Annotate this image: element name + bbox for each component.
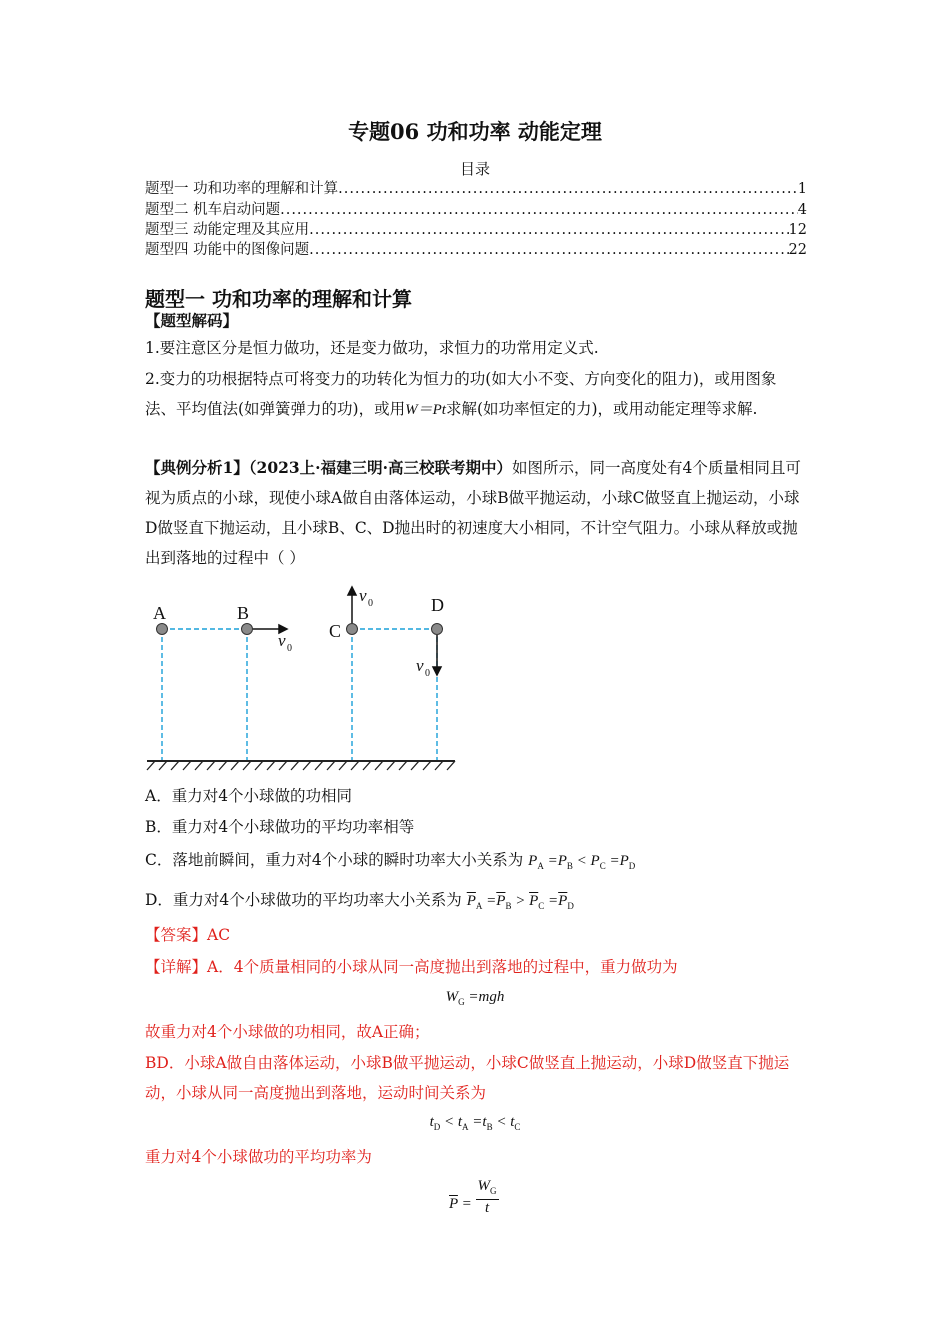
- point-2-formula: W＝Pt: [405, 402, 446, 418]
- option-d-text: D．重力对4个小球做功的平均功率大小关系为: [145, 891, 462, 909]
- v0-c-sub: 0: [368, 598, 373, 609]
- detail-4: 重力对4个小球做功的平均功率为: [145, 1148, 372, 1166]
- label-b: B: [237, 603, 250, 623]
- projectile-figure: [145, 582, 465, 774]
- decode-label: 【题型解码】: [145, 311, 239, 330]
- formula-work: $W_G =mgh$: [445, 989, 505, 1007]
- formula-time: $t_D < t_A =t_B < t_C$: [429, 1114, 521, 1132]
- point-1: 1.要注意区分是恒力做功，还是变力做功，求恒力的功常用定义式.: [145, 339, 599, 357]
- ball-c: [347, 624, 358, 635]
- toc-entry[interactable]: [145, 198, 807, 219]
- toc-leader: [280, 202, 798, 218]
- v0-d-sub: 0: [425, 668, 430, 679]
- toc-page: 12: [788, 222, 807, 238]
- v0-c: v: [359, 586, 367, 605]
- toc-leader: [309, 242, 788, 258]
- option-c: [145, 848, 635, 871]
- arrowhead-c: [348, 587, 356, 595]
- option-c-formula: $P_A =P_B < P_C =P_D$: [528, 853, 636, 871]
- detail-1-text: A．4个质量相同的小球从同一高度抛出到落地的过程中，重力做功为: [207, 958, 678, 976]
- point-2-text-a: 2.变力的功根据特点可将变力的功转化为恒力的功(如大小不变、方向变化的阻力)，或用图象法、平均值法(如弹簧弹力的功)，或用: [145, 370, 777, 418]
- detail-1: [145, 952, 805, 982]
- toc-label: 题型四 功能中的图像问题: [145, 242, 310, 258]
- page-title: 专题06 功和功率 动能定理: [348, 119, 602, 144]
- v0-b-sub: 0: [287, 643, 292, 654]
- answer: 【答案】AC: [145, 926, 231, 944]
- toc-entry[interactable]: [145, 238, 807, 259]
- detail-label: 【详解】: [145, 958, 208, 976]
- point-2: [145, 364, 805, 425]
- toc-heading: 目录: [459, 160, 490, 178]
- option-b: B．重力对4个小球做功的平均功率相等: [145, 818, 415, 836]
- detail-2: 故重力对4个小球做的功相同，故A正确；: [145, 1023, 430, 1041]
- option-d-formula: $\overline{P}_A =\overline{P}_B > \overline{P}_C =\overline{P}_D$: [466, 893, 574, 911]
- option-d: [145, 888, 574, 911]
- toc-label: 题型三 动能定理及其应用: [145, 222, 310, 238]
- toc-page: 1: [797, 181, 807, 197]
- toc-page: 22: [788, 242, 807, 258]
- example-text: 如图所示，同一高度处有4个质量相同且可视为质点的小球，现使小球A做自由落体运动，小球B做平抛运动，小球C做竖直上抛运动，小球D做竖直下抛运动，且小球B、C、D抛出时的初速度大小相同，不计空气阻力。小球从释放或抛出到落地的过程中（ ）: [145, 459, 801, 567]
- example-label: 【典例分析1】（2023上·福建三明·高三校联考期中）: [145, 458, 512, 477]
- toc-leader: [309, 222, 788, 238]
- formula-average-power: $\overline{P}$ = $\frac{W_G}{t}$: [449, 1178, 497, 1216]
- toc-label: 题型二 机车启动问题: [145, 202, 281, 218]
- v0-b: v: [278, 631, 286, 650]
- arrowhead-d: [433, 667, 441, 675]
- toc-leader: [338, 181, 798, 197]
- label-d: D: [431, 595, 444, 615]
- toc-entry[interactable]: [145, 177, 807, 198]
- label-a: A: [153, 603, 166, 623]
- point-2-text-b: 求解(如功率恒定的力)，或用动能定理等求解.: [445, 400, 758, 418]
- guide-lines: [162, 629, 437, 760]
- ball-a: [157, 624, 168, 635]
- ball-b: [242, 624, 253, 635]
- toc-page: 4: [797, 202, 807, 218]
- detail-3: BD．小球A做自由落体运动，小球B做平抛运动，小球C做竖直上抛运动，小球D做竖直下抛运动，小球从同一高度抛出到落地，运动时间关系为: [145, 1054, 790, 1102]
- ball-d: [432, 624, 443, 635]
- option-a: A．重力对4个小球做的功相同: [145, 787, 353, 805]
- v0-d: v: [416, 656, 424, 675]
- option-c-text: C．落地前瞬间，重力对4个小球的瞬时功率大小关系为: [145, 851, 524, 869]
- ground-hatch: [147, 761, 455, 770]
- toc-entry[interactable]: [145, 218, 807, 239]
- section-title: 题型一 功和功率的理解和计算: [145, 287, 412, 311]
- example-block: [145, 453, 805, 573]
- label-c: C: [329, 621, 342, 641]
- toc-label: 题型一 功和功率的理解和计算: [145, 181, 339, 197]
